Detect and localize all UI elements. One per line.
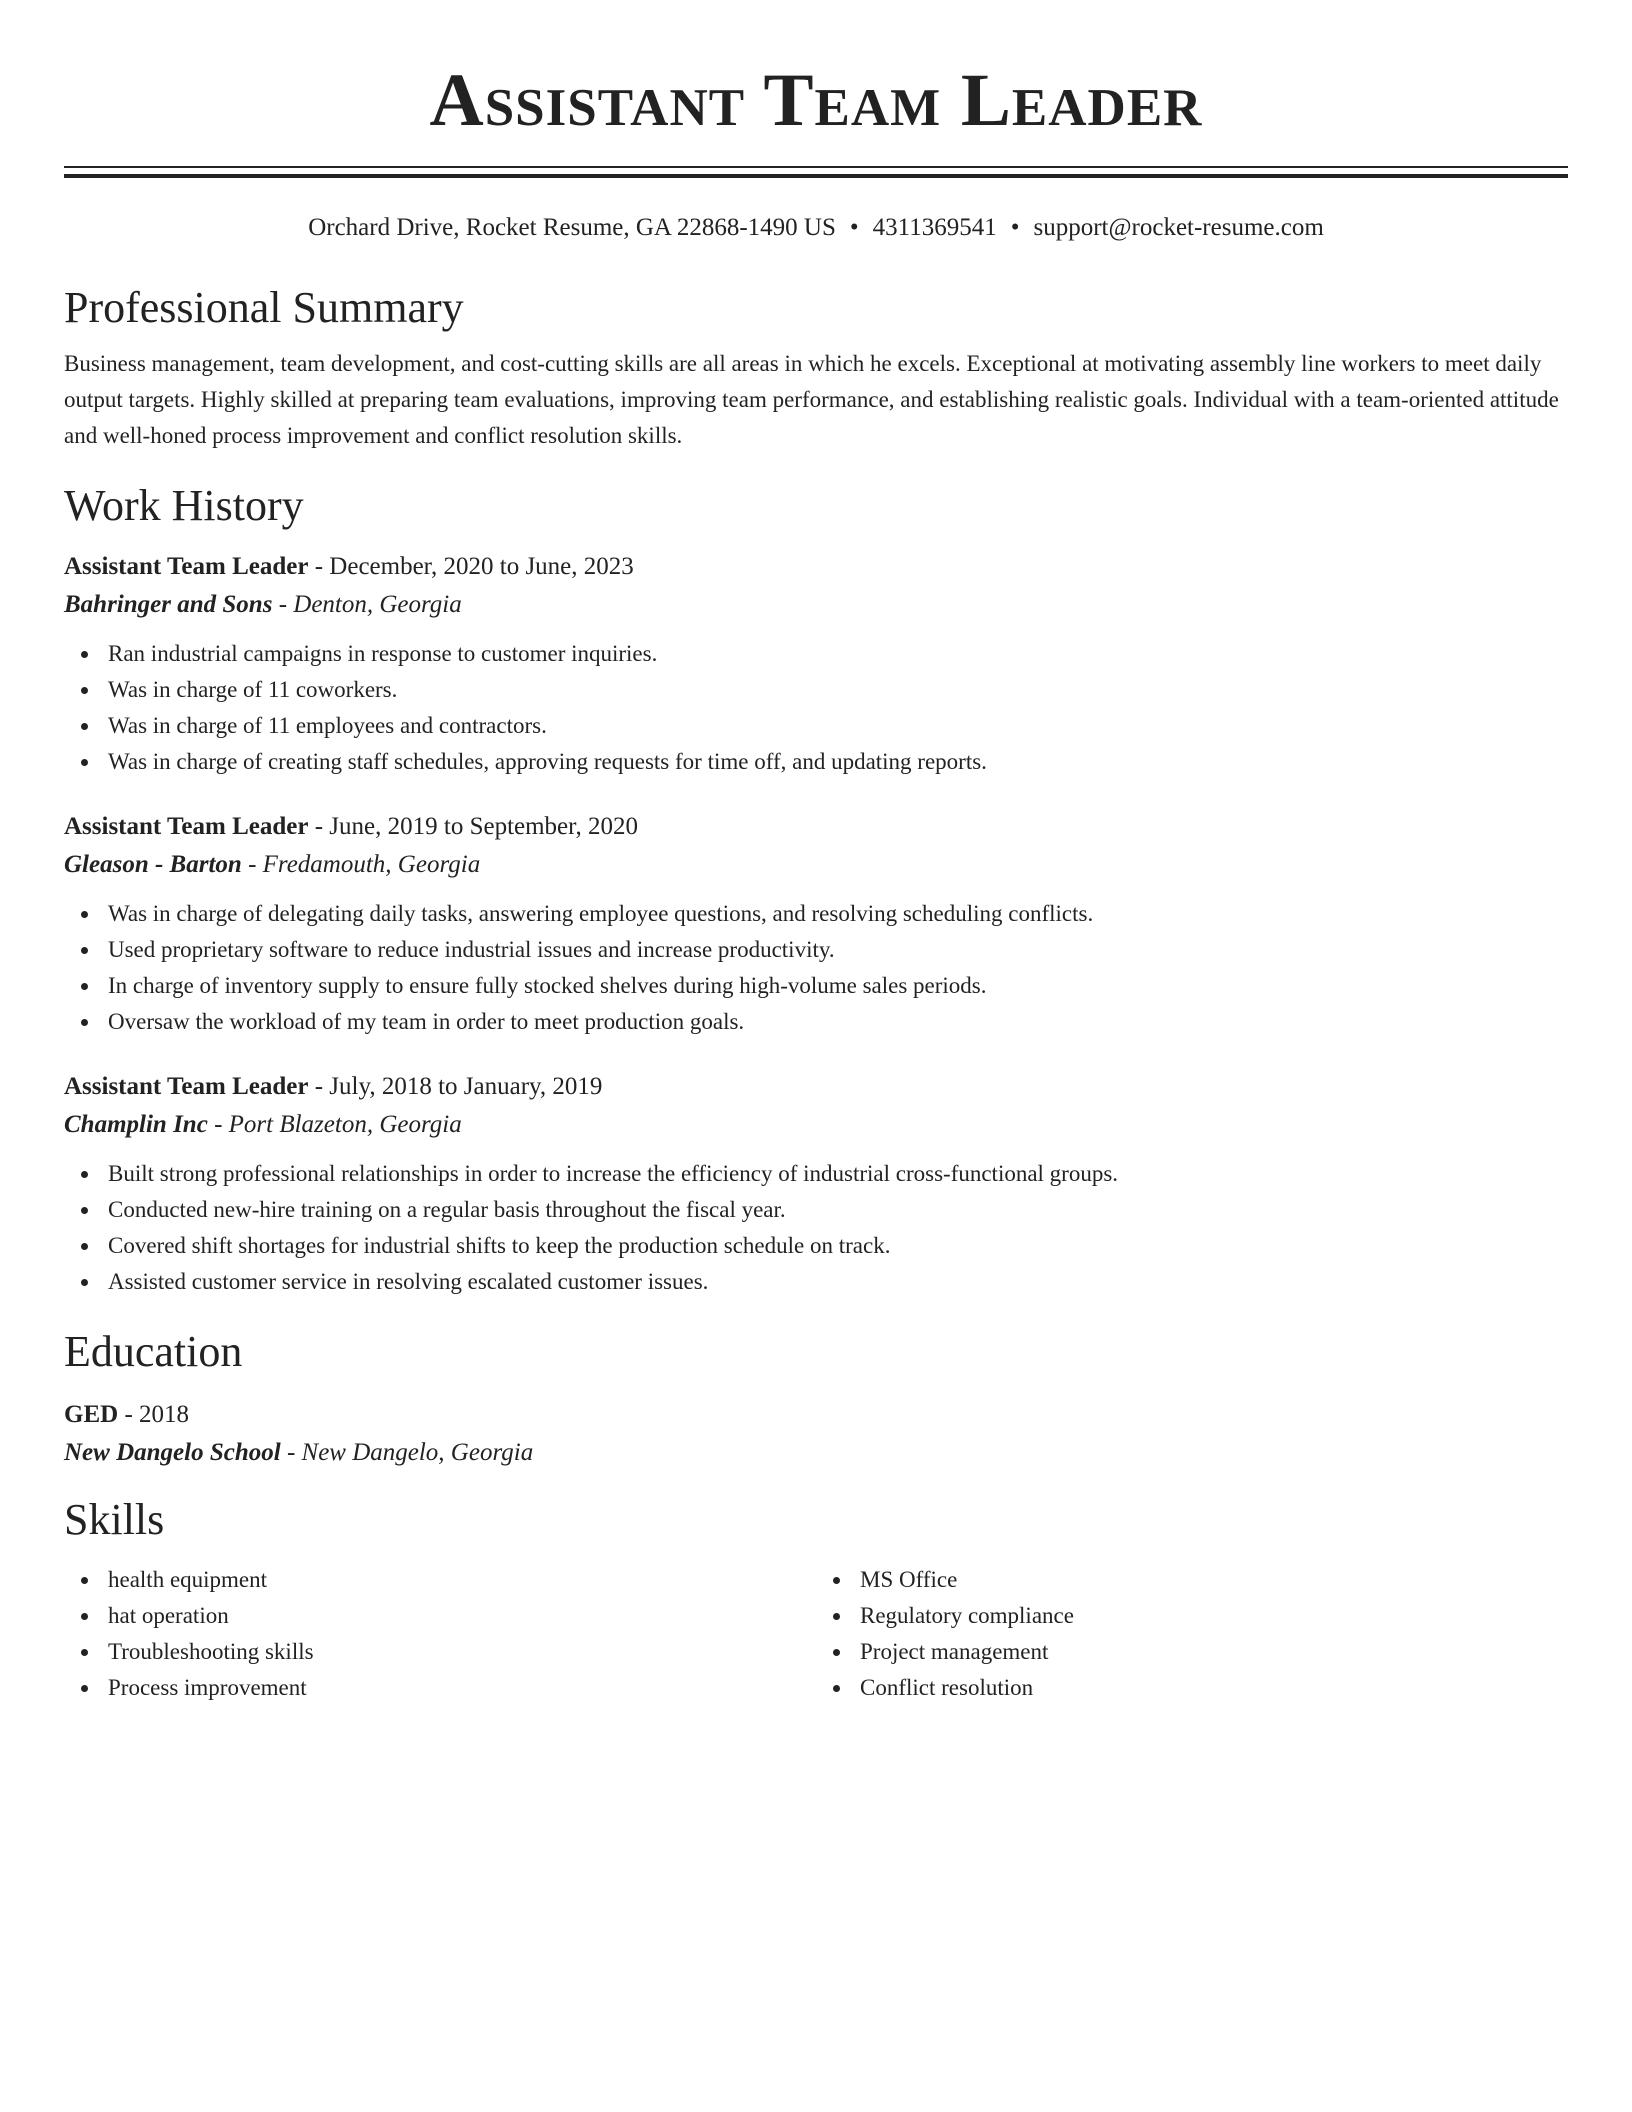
skills-columns: [64, 1562, 1568, 1706]
bullet-icon: [81, 1279, 88, 1286]
company-location: - Denton, Georgia: [272, 591, 462, 618]
list-item: Assisted customer service in resolving escalated customer issues.: [108, 1264, 1568, 1300]
bullet-icon: [81, 759, 88, 766]
degree-name: GED: [64, 1401, 119, 1428]
bullet-icon: [833, 1649, 840, 1656]
list-item: Was in charge of delegating daily tasks, answering employee questions, and resolving scheduling conflicts.: [108, 896, 1568, 932]
list-item: Regulatory compliance: [860, 1598, 1568, 1634]
bullet-icon: [81, 723, 88, 730]
work-history-heading: Work History: [64, 481, 304, 530]
contact-email: support@rocket-resume.com: [1033, 214, 1324, 241]
skills-list-right: [816, 1562, 1568, 1706]
bullet-icon: [81, 687, 88, 694]
job-duties-list: [64, 636, 1568, 780]
degree-year: - 2018: [118, 1401, 190, 1428]
job-title: Assistant Team Leader: [64, 553, 309, 580]
job-entry: [64, 1068, 1568, 1300]
job-duties-list: [64, 896, 1568, 1040]
skills-heading: Skills: [64, 1495, 165, 1544]
bullet-icon: [81, 1685, 88, 1692]
list-item: Was in charge of 11 coworkers.: [108, 672, 1568, 708]
list-item: Oversaw the workload of my team in order to meet production goals.: [108, 1004, 1568, 1040]
title-divider: [64, 166, 1568, 178]
company-name: Gleason - Barton: [64, 851, 242, 878]
bullet-icon: [81, 651, 88, 658]
bullet-icon: [81, 1243, 88, 1250]
bullet-icon: [833, 1685, 840, 1692]
school-line: [64, 1434, 1568, 1472]
job-title-line: [64, 1068, 1568, 1106]
bullet-icon: [81, 1207, 88, 1214]
bullet-icon: [81, 983, 88, 990]
job-title: Assistant Team Leader: [64, 813, 309, 840]
job-dates: - June, 2019 to September, 2020: [308, 813, 638, 840]
company-line: [64, 1106, 1568, 1144]
list-item: In charge of inventory supply to ensure fully stocked shelves during high-volume sales periods.: [108, 968, 1568, 1004]
summary-text: Business management, team development, and cost-cutting skills are all areas in which he excels. Exceptional at motivating assembly line workers to meet daily output targets. Highly skilled at preparing team evaluations, improving team performance, and establishing realistic goals. Individual with a team-oriented attitude and well-honed process improvement and conflict resolution skills.: [64, 351, 1559, 448]
school-location: - New Dangelo, Georgia: [280, 1439, 534, 1466]
contact-separator: •: [849, 214, 859, 241]
bullet-icon: [81, 1613, 88, 1620]
list-item: Built strong professional relationships in order to increase the efficiency of industrial cross-functional groups.: [108, 1156, 1568, 1192]
bullet-icon: [81, 947, 88, 954]
list-item: MS Office: [860, 1562, 1568, 1598]
bullet-icon: [81, 1649, 88, 1656]
bullet-icon: [81, 1171, 88, 1178]
education-heading: Education: [64, 1327, 243, 1376]
job-entry: [64, 808, 1568, 1040]
list-item: Was in charge of creating staff schedules, approving requests for time off, and updating reports.: [108, 744, 1568, 780]
list-item: Was in charge of 11 employees and contractors.: [108, 708, 1568, 744]
company-line: [64, 586, 1568, 624]
list-item: hat operation: [108, 1598, 816, 1634]
skills-list-left: [64, 1562, 816, 1706]
list-item: Covered shift shortages for industrial shifts to keep the production schedule on track.: [108, 1228, 1568, 1264]
job-duties-list: [64, 1156, 1568, 1300]
summary-heading: Professional Summary: [64, 283, 464, 332]
school-name: New Dangelo School: [64, 1439, 281, 1466]
list-item: Process improvement: [108, 1670, 816, 1706]
list-item: Troubleshooting skills: [108, 1634, 816, 1670]
contact-line: [64, 212, 1568, 244]
list-item: health equipment: [108, 1562, 816, 1598]
company-location: - Fredamouth, Georgia: [241, 851, 481, 878]
bullet-icon: [81, 1577, 88, 1584]
job-title-line: [64, 548, 1568, 586]
list-item: Used proprietary software to reduce industrial issues and increase productivity.: [108, 932, 1568, 968]
company-line: [64, 846, 1568, 884]
list-item: Conflict resolution: [860, 1670, 1568, 1706]
education-entry: [64, 1396, 1568, 1472]
job-dates: - December, 2020 to June, 2023: [308, 553, 634, 580]
job-title-line: [64, 808, 1568, 846]
bullet-icon: [833, 1613, 840, 1620]
company-name: Champlin Inc: [64, 1111, 208, 1138]
company-location: - Port Blazeton, Georgia: [207, 1111, 462, 1138]
bullet-icon: [81, 1019, 88, 1026]
job-title: Assistant Team Leader: [64, 1073, 309, 1100]
job-dates: - July, 2018 to January, 2019: [308, 1073, 603, 1100]
degree-line: [64, 1396, 1568, 1434]
contact-separator: •: [1010, 214, 1020, 241]
list-item: Conducted new-hire training on a regular basis throughout the fiscal year.: [108, 1192, 1568, 1228]
company-name: Bahringer and Sons: [64, 591, 273, 618]
resume-title: Assistant Team Leader: [429, 59, 1203, 142]
contact-address: Orchard Drive, Rocket Resume, GA 22868-1490 US: [308, 214, 836, 241]
bullet-icon: [81, 911, 88, 918]
list-item: Project management: [860, 1634, 1568, 1670]
job-entry: [64, 548, 1568, 780]
contact-phone: 4311369541: [872, 214, 997, 241]
bullet-icon: [833, 1577, 840, 1584]
list-item: Ran industrial campaigns in response to customer inquiries.: [108, 636, 1568, 672]
